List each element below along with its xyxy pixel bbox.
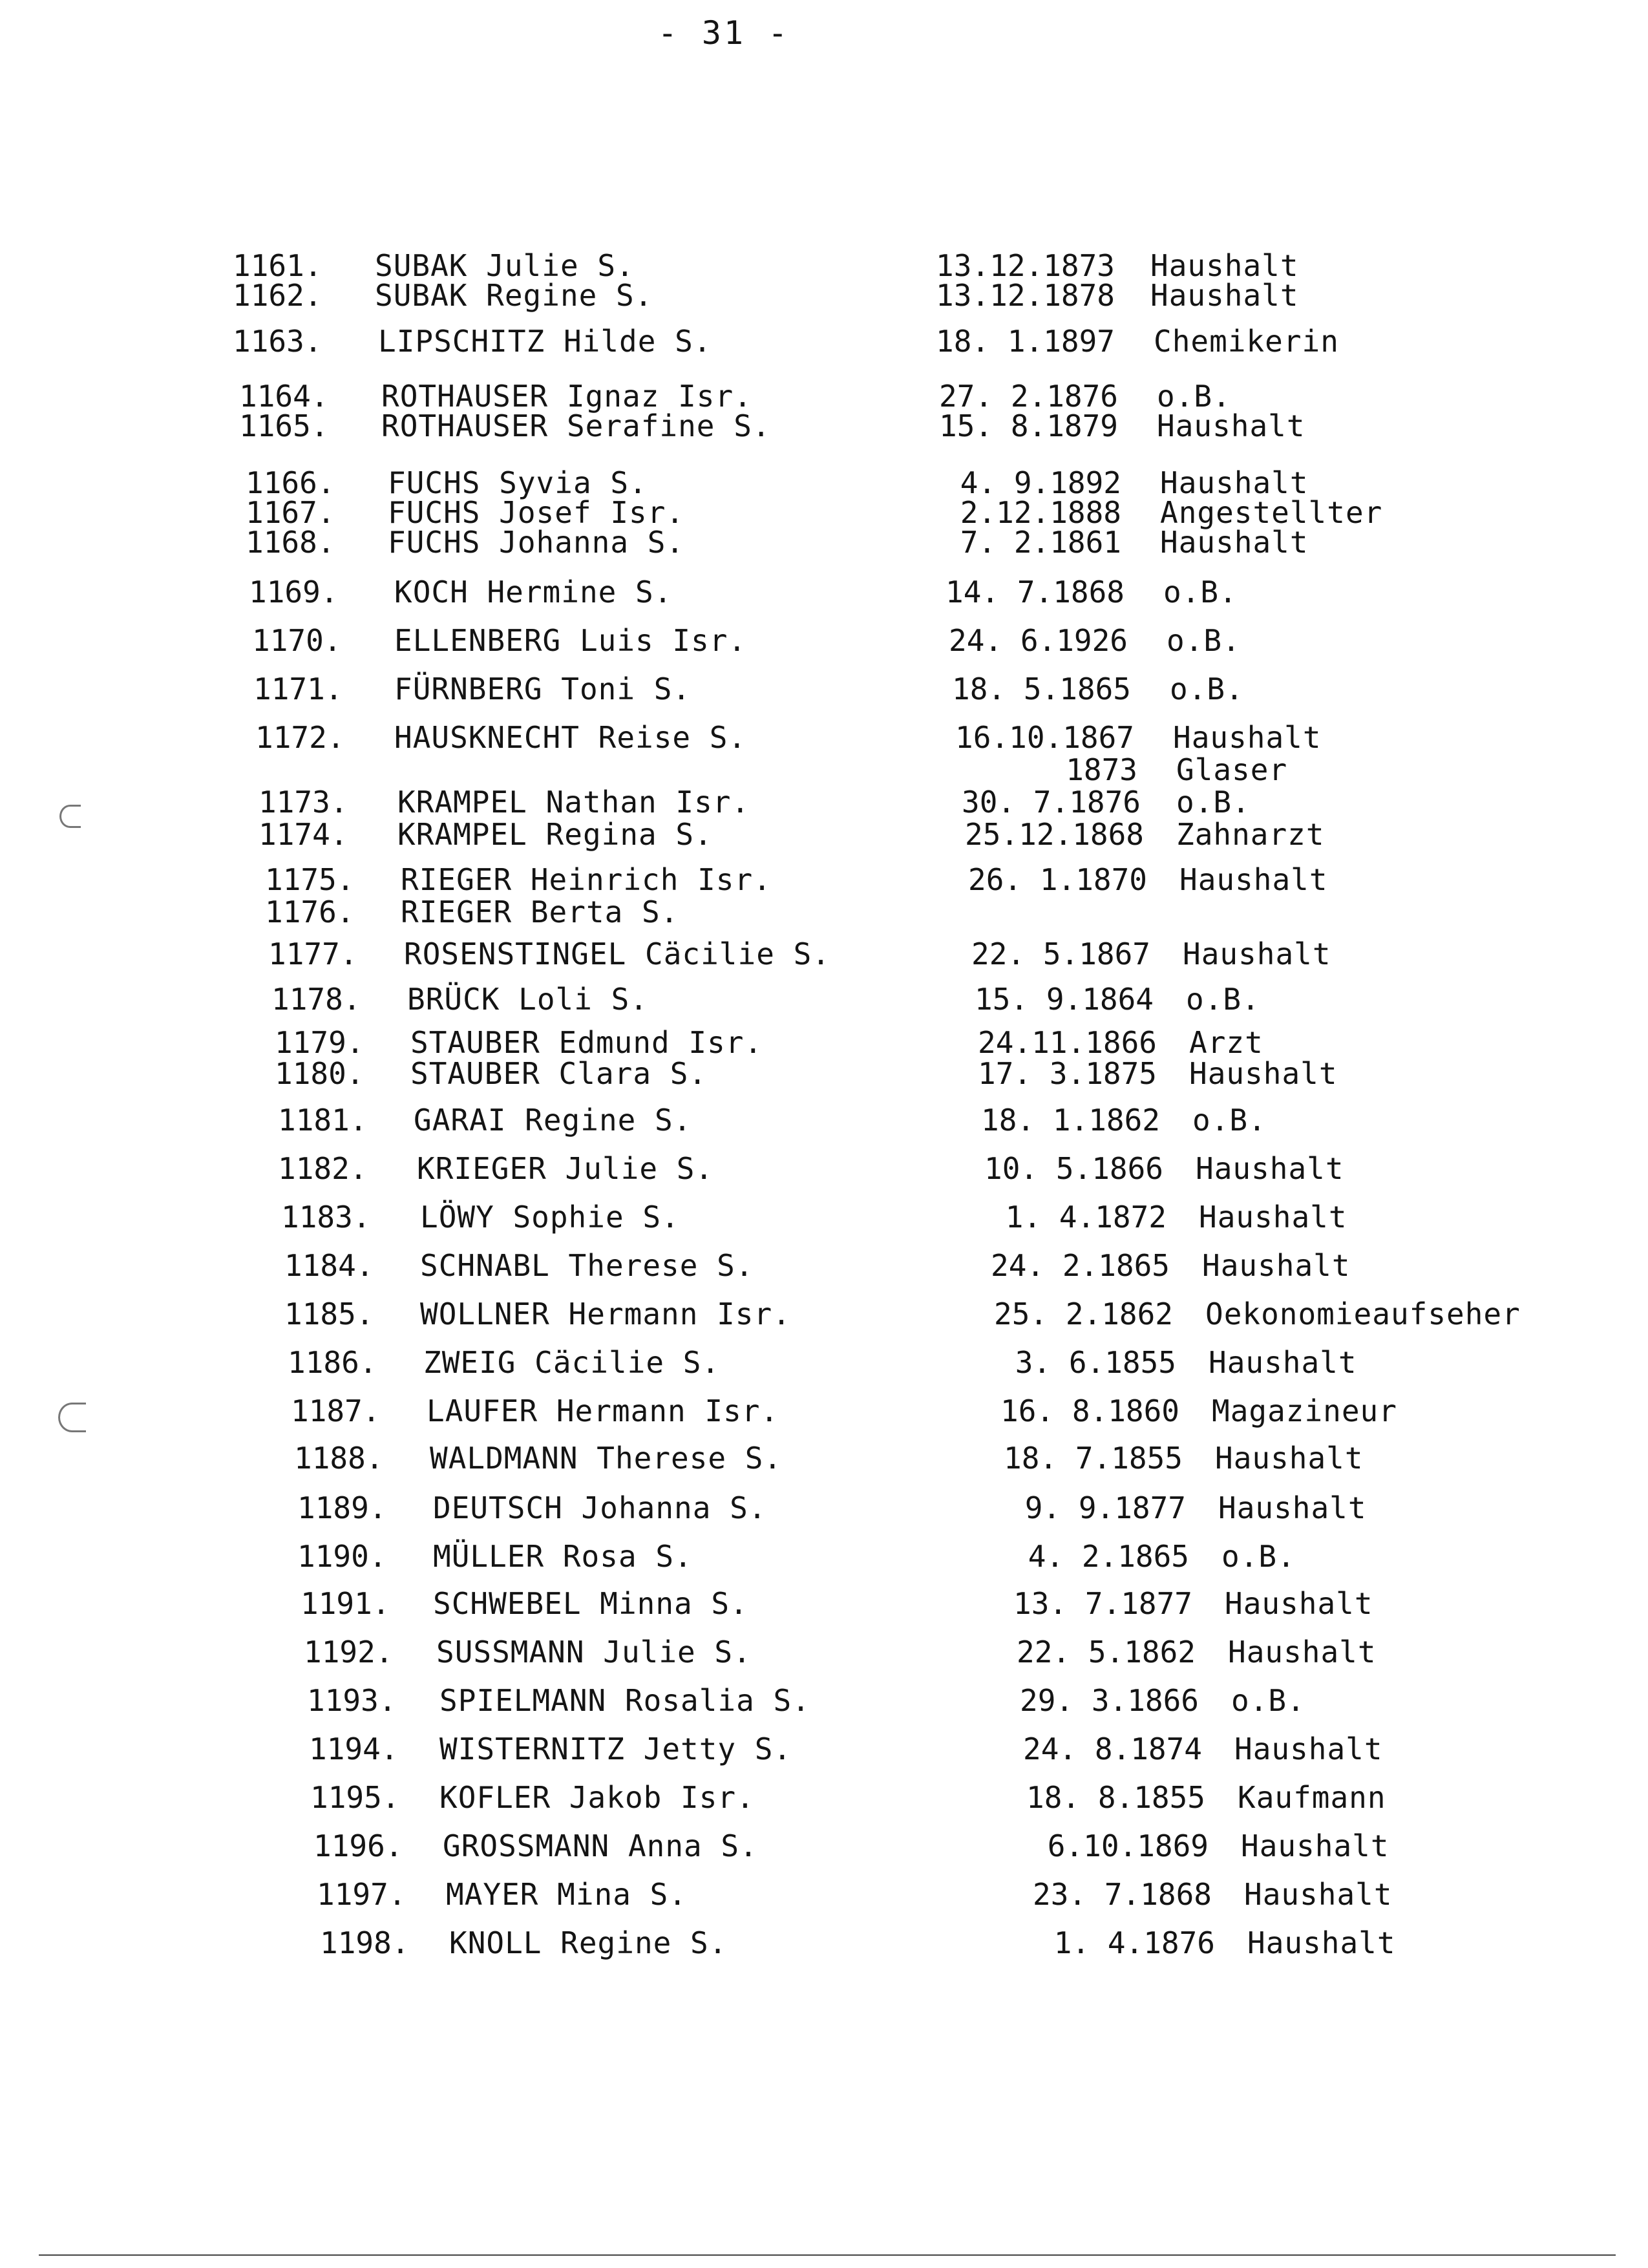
entry-birthdate: 24.11.1866 xyxy=(978,1025,1157,1060)
entry-occupation: Haushalt xyxy=(1202,1248,1351,1283)
entry-birthdate: 2.12.1888 xyxy=(960,495,1121,530)
register-entry xyxy=(0,1876,1648,1915)
entry-name: WOLLNER Hermann Isr. xyxy=(420,1297,791,1331)
register-entry xyxy=(0,1055,1648,1094)
entry-number: 1173. xyxy=(259,785,348,820)
entry-name: KOCH Hermine S. xyxy=(394,575,673,609)
entry-number: 1198. xyxy=(320,1925,410,1960)
entry-number: 1162. xyxy=(233,278,322,313)
entry-occupation: o.B. xyxy=(1157,379,1231,414)
register-entry xyxy=(0,1440,1648,1479)
entry-occupation: Glaser xyxy=(1176,752,1288,787)
entry-number: 1192. xyxy=(304,1635,394,1669)
entry-birthdate: 24. 2.1865 xyxy=(991,1248,1170,1283)
bottom-rule xyxy=(39,2254,1616,2256)
entry-occupation: Haushalt xyxy=(1228,1635,1377,1669)
entry-number: 1189. xyxy=(297,1490,387,1525)
register-entry xyxy=(0,1634,1648,1673)
entry-number: 1177. xyxy=(268,937,358,971)
entry-birthdate: 14. 7.1868 xyxy=(945,575,1125,609)
entry-number: 1191. xyxy=(301,1586,390,1621)
register-entry xyxy=(0,671,1648,710)
entry-name: DEUTSCH Johanna S. xyxy=(433,1490,767,1525)
register-entry xyxy=(0,1296,1648,1335)
register-entry xyxy=(0,816,1648,855)
entry-number: 1170. xyxy=(252,623,342,658)
entry-number: 1188. xyxy=(294,1441,384,1476)
register-entry xyxy=(0,1682,1648,1721)
entry-name: SCHWEBEL Minna S. xyxy=(433,1586,748,1621)
entry-occupation: Haushalt xyxy=(1179,862,1328,897)
entry-number: 1164. xyxy=(239,379,329,414)
entry-name: GROSSMANN Anna S. xyxy=(443,1828,758,1863)
entry-birthdate: 18. 1.1897 xyxy=(936,324,1115,359)
entry-number: 1175. xyxy=(265,862,355,897)
entry-birthdate: 10. 5.1866 xyxy=(984,1151,1163,1186)
entry-number: 1165. xyxy=(239,408,329,443)
register-entry xyxy=(0,1150,1648,1189)
entry-birthdate: 29. 3.1866 xyxy=(1020,1683,1199,1718)
entry-birthdate: 13.12.1873 xyxy=(936,248,1115,283)
register-entry xyxy=(0,1199,1648,1238)
entry-birthdate: 24. 6.1926 xyxy=(949,623,1128,658)
entry-number: 1161. xyxy=(233,248,322,283)
register-entry xyxy=(0,323,1648,362)
register-entry xyxy=(0,894,1648,933)
entry-occupation: Haushalt xyxy=(1247,1925,1396,1960)
entry-number: 1195. xyxy=(310,1780,400,1815)
register-entry xyxy=(0,1925,1648,1964)
entry-occupation: Magazineur xyxy=(1212,1394,1397,1428)
register-entry xyxy=(0,981,1648,1020)
entry-name: SUBAK Regine S. xyxy=(375,278,653,313)
entry-name: FUCHS Syvia S. xyxy=(388,465,648,500)
register-entry xyxy=(0,1344,1648,1383)
entry-occupation: Chemikerin xyxy=(1154,324,1339,359)
register-entry xyxy=(0,1585,1648,1624)
entry-occupation: Haushalt xyxy=(1225,1586,1373,1621)
register-entry xyxy=(0,1731,1648,1770)
entry-name: MAYER Mina S. xyxy=(446,1877,688,1912)
entry-number: 1183. xyxy=(281,1200,371,1235)
entry-occupation: Haushalt xyxy=(1173,720,1322,755)
entry-occupation: o.B. xyxy=(1167,623,1241,658)
entry-birthdate: 16.10.1867 xyxy=(955,720,1134,755)
entry-name: ZWEIG Cäcilie S. xyxy=(423,1345,721,1380)
entry-occupation: Kaufmann xyxy=(1238,1780,1386,1815)
entry-name: RIEGER Berta S. xyxy=(401,895,679,929)
entry-occupation: Haushalt xyxy=(1150,278,1299,313)
entry-occupation: o.B. xyxy=(1163,575,1238,609)
entry-name: WISTERNITZ Jetty S. xyxy=(439,1732,792,1766)
entry-name: BRÜCK Loli S. xyxy=(407,982,649,1017)
entry-occupation: Haushalt xyxy=(1157,408,1305,443)
entry-occupation: Oekonomieaufseher xyxy=(1205,1297,1521,1331)
entry-birthdate: 22. 5.1867 xyxy=(971,937,1150,971)
entry-name: WALDMANN Therese S. xyxy=(430,1441,783,1476)
entry-occupation: Haushalt xyxy=(1215,1441,1364,1476)
register-entry xyxy=(0,1779,1648,1818)
entry-birthdate: 6.10.1869 xyxy=(1047,1828,1209,1863)
entry-occupation: Haushalt xyxy=(1150,248,1299,283)
entry-name: SCHNABL Therese S. xyxy=(420,1248,754,1283)
entry-occupation: o.B. xyxy=(1170,672,1244,706)
entry-occupation: Haushalt xyxy=(1160,465,1309,500)
entry-name: STAUBER Clara S. xyxy=(410,1056,708,1091)
entry-birthdate: 22. 5.1862 xyxy=(1017,1635,1196,1669)
entry-occupation: Haushalt xyxy=(1189,1056,1338,1091)
entry-birthdate: 18. 8.1855 xyxy=(1026,1780,1205,1815)
entry-birthdate: 7. 2.1861 xyxy=(960,525,1121,560)
entry-name: KRIEGER Julie S. xyxy=(417,1151,714,1186)
entry-birthdate: 4. 2.1865 xyxy=(1028,1539,1189,1574)
entry-birthdate: 18. 7.1855 xyxy=(1004,1441,1183,1476)
entry-name: KRAMPEL Regina S. xyxy=(397,817,713,852)
entry-name: ELLENBERG Luis Isr. xyxy=(394,623,747,658)
entry-birthdate: 25.12.1868 xyxy=(965,817,1144,852)
entry-occupation: o.B. xyxy=(1221,1539,1296,1574)
entry-name: FUCHS Josef Isr. xyxy=(388,495,685,530)
entry-name: GARAI Regine S. xyxy=(414,1103,692,1138)
entry-number: 1197. xyxy=(317,1877,407,1912)
entry-name: MÜLLER Rosa S. xyxy=(433,1539,693,1574)
entry-birthdate: 9. 9.1877 xyxy=(1024,1490,1186,1525)
entry-occupation: Haushalt xyxy=(1183,937,1331,971)
entry-name: LÖWY Sophie S. xyxy=(420,1200,680,1235)
entry-occupation: Haushalt xyxy=(1234,1732,1383,1766)
entry-birthdate: 15. 8.1879 xyxy=(939,408,1118,443)
entry-name: ROTHAUSER Serafine S. xyxy=(381,408,771,443)
entry-birthdate: 18. 1.1862 xyxy=(981,1103,1160,1138)
entry-occupation: Haushalt xyxy=(1160,525,1309,560)
entry-number: 1167. xyxy=(246,495,335,530)
register-entry xyxy=(0,1828,1648,1867)
entry-birthdate: 1. 4.1872 xyxy=(1005,1200,1167,1235)
entry-occupation: o.B. xyxy=(1186,982,1260,1017)
entry-number: 1182. xyxy=(278,1151,368,1186)
entry-number: 1178. xyxy=(271,982,361,1017)
entry-birthdate: 4. 9.1892 xyxy=(960,465,1121,500)
entry-name: ROTHAUSER Ignaz Isr. xyxy=(381,379,752,414)
register-entry xyxy=(0,1393,1648,1432)
entry-birthdate: 3. 6.1855 xyxy=(1015,1345,1176,1380)
entry-number: 1187. xyxy=(291,1394,381,1428)
entry-number: 1171. xyxy=(253,672,343,706)
entry-birthdate: 26. 1.1870 xyxy=(968,862,1147,897)
entry-name: ROSENSTINGEL Cäcilie S. xyxy=(404,937,830,971)
entry-number: 1193. xyxy=(307,1683,397,1718)
entry-name: SUBAK Julie S. xyxy=(375,248,635,283)
register-entry xyxy=(0,622,1648,661)
register-entry xyxy=(0,936,1648,975)
entry-occupation: Haushalt xyxy=(1218,1490,1367,1525)
entry-name: SUSSMANN Julie S. xyxy=(436,1635,752,1669)
register-entry xyxy=(0,408,1648,447)
entry-occupation: Haushalt xyxy=(1199,1200,1347,1235)
entry-birthdate: 13. 7.1877 xyxy=(1013,1586,1192,1621)
entry-birthdate: 18. 5.1865 xyxy=(952,672,1131,706)
page-number: - 31 - xyxy=(657,14,790,52)
entry-number: 1190. xyxy=(297,1539,387,1574)
entry-name: RIEGER Heinrich Isr. xyxy=(401,862,772,897)
entry-occupation: o.B. xyxy=(1176,785,1251,820)
entry-name: KRAMPEL Nathan Isr. xyxy=(397,785,750,820)
entry-occupation: o.B. xyxy=(1231,1683,1305,1718)
entry-birthdate: 1. 4.1876 xyxy=(1053,1925,1215,1960)
entry-number: 1185. xyxy=(284,1297,374,1331)
entry-occupation: Haushalt xyxy=(1244,1877,1393,1912)
entry-number: 1180. xyxy=(275,1056,364,1091)
entry-number: 1186. xyxy=(288,1345,377,1380)
entry-name: LAUFER Hermann Isr. xyxy=(427,1394,779,1428)
entry-number: 1168. xyxy=(246,525,335,560)
register-entry xyxy=(0,574,1648,613)
entry-birthdate: 17. 3.1875 xyxy=(978,1056,1157,1091)
register-entry xyxy=(0,1490,1648,1529)
entry-birthdate: 23. 7.1868 xyxy=(1033,1877,1212,1912)
entry-birthdate: 24. 8.1874 xyxy=(1023,1732,1202,1766)
entry-number: 1172. xyxy=(255,720,345,755)
entry-number: 1194. xyxy=(309,1732,399,1766)
entry-number: 1179. xyxy=(275,1025,364,1060)
entry-number: 1166. xyxy=(246,465,335,500)
entry-number: 1184. xyxy=(284,1248,374,1283)
entry-birthdate: 27. 2.1876 xyxy=(939,379,1118,414)
entry-name: KNOLL Regine S. xyxy=(449,1925,728,1960)
register-entry xyxy=(0,1538,1648,1577)
entry-occupation: Haushalt xyxy=(1241,1828,1389,1863)
register-entry xyxy=(0,277,1648,316)
entry-name: HAUSKNECHT Reise S. xyxy=(394,720,747,755)
register-entry xyxy=(0,1102,1648,1141)
entry-occupation: o.B. xyxy=(1192,1103,1267,1138)
entry-occupation: Haushalt xyxy=(1196,1151,1344,1186)
entry-name: KOFLER Jakob Isr. xyxy=(439,1780,755,1815)
entry-birthdate: 25. 2.1862 xyxy=(994,1297,1173,1331)
entry-occupation: Haushalt xyxy=(1209,1345,1357,1380)
entry-occupation: Zahnarzt xyxy=(1176,817,1325,852)
entry-occupation: Arzt xyxy=(1189,1025,1263,1060)
entry-birthdate: 16. 8.1860 xyxy=(1000,1394,1179,1428)
entry-birthdate: 30. 7.1876 xyxy=(962,785,1141,820)
entry-name: LIPSCHITZ Hilde S. xyxy=(378,324,712,359)
entry-number: 1181. xyxy=(278,1103,368,1138)
entry-number: 1169. xyxy=(249,575,339,609)
entry-name: STAUBER Edmund Isr. xyxy=(410,1025,763,1060)
register-entry xyxy=(0,524,1648,563)
entry-number: 1196. xyxy=(313,1828,403,1863)
entry-name: FÜRNBERG Toni S. xyxy=(394,672,692,706)
entry-name: FUCHS Johanna S. xyxy=(388,525,685,560)
entry-name: SPIELMANN Rosalia S. xyxy=(439,1683,810,1718)
entry-birthdate: 15. 9.1864 xyxy=(975,982,1154,1017)
entry-number: 1174. xyxy=(259,817,348,852)
register-entry xyxy=(0,1247,1648,1286)
entry-birthdate: 1873 xyxy=(1066,752,1137,787)
entry-number: 1163. xyxy=(233,324,322,359)
entry-occupation: Angestellter xyxy=(1160,495,1383,530)
entry-number: 1176. xyxy=(265,895,355,929)
entry-birthdate: 13.12.1878 xyxy=(936,278,1115,313)
